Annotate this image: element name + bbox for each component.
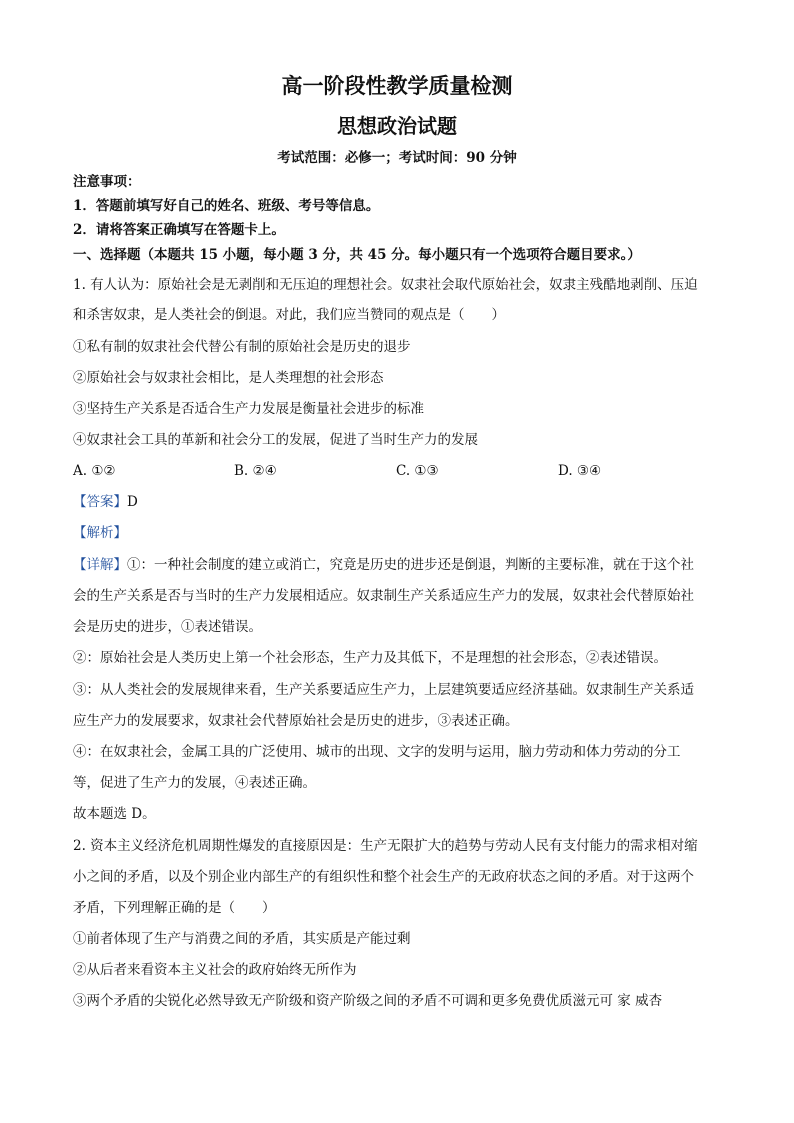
statement: ③两个矛盾的尖锐化必然导致无产阶级和资产阶级之间的矛盾不可调和更多免费优质滋元可 家 威杏 <box>73 993 663 1009</box>
notes-item: 2．请将答案正确填写在答题卡上。 <box>73 222 285 238</box>
explanation-text: ①：一种社会制度的建立或消亡，究竟是历史的进步还是倒退，判断的主要标准，就在于这个社 <box>127 557 694 573</box>
exam-subtitle: 思想政治试题 <box>337 114 457 138</box>
answer-value: D <box>127 494 138 510</box>
answer-label: 【答案】 <box>73 494 127 510</box>
question-stem: 2. 资本主义经济危机周期性爆发的直接原因是：生产无限扩大的趋势与劳动人民有支付能力的需求相对缩 <box>73 838 698 854</box>
option-c: C. ①③ <box>396 463 439 479</box>
option-b: B. ②④ <box>234 463 277 479</box>
notes-item: 1．答题前填写好自己的姓名、班级、考号等信息。 <box>73 198 380 214</box>
statement: ①私有制的奴隶社会代替公有制的原始社会是历史的退步 <box>73 339 411 355</box>
statement: ①前者体现了生产与消费之间的矛盾，其实质是产能过剩 <box>73 931 411 947</box>
question-stem: 小之间的矛盾，以及个别企业内部生产的有组织性和整个社会生产的无政府状态之间的矛盾。对于这两个 <box>73 869 694 885</box>
explanation-line: ③：从人类社会的发展规律来看，生产关系要适应生产力，上层建筑要适应经济基础。奴隶制生产关系适 <box>73 682 694 698</box>
explanation-line: 故本题选 D。 <box>73 806 156 822</box>
statement: ②从后者来看资本主义社会的政府始终无所作为 <box>73 962 357 978</box>
statement: ②原始社会与奴隶社会相比，是人类理想的社会形态 <box>73 370 384 386</box>
question-stem: 1. 有人认为：原始社会是无剥削和无压迫的理想社会。奴隶社会取代原始社会，奴隶主残酷地剥削、压迫 <box>73 277 698 293</box>
analysis-label: 【解析】 <box>73 525 127 541</box>
explanation-line <box>73 555 694 575</box>
question-stem: 和杀害奴隶，是人类社会的倒退。对此，我们应当赞同的观点是（ ） <box>73 307 505 323</box>
question-stem: 矛盾，下列理解正确的是（ ） <box>73 900 276 916</box>
explanation-line: ②：原始社会是人类历史上第一个社会形态，生产力及其低下，不是理想的社会形态，②表述错误。 <box>73 650 667 666</box>
explanation-line: 应生产力的发展要求，奴隶社会代替原始社会是历史的进步，③表述正确。 <box>73 713 519 729</box>
explanation-line: 会的生产关系是否与当时的生产力发展相适应。奴隶制生产关系适应生产力的发展，奴隶社会代替原始社 <box>73 588 694 604</box>
option-a: A. ①② <box>73 463 116 479</box>
answer-line <box>73 492 138 512</box>
detail-label: 【详解】 <box>73 557 127 573</box>
exam-scope: 考试范围：必修一；考试时间：90 分钟 <box>277 150 517 166</box>
statement: ③坚持生产关系是否适合生产力发展是衡量社会进步的标准 <box>73 401 424 417</box>
explanation-line: 等，促进了生产力的发展，④表述正确。 <box>73 775 316 791</box>
explanation-line: ④：在奴隶社会，金属工具的广泛使用、城市的出现、文字的发明与运用，脑力劳动和体力劳动的分工 <box>73 744 681 760</box>
option-d: D. ③④ <box>558 463 602 479</box>
section-heading: 一、选择题（本题共 15 小题，每小题 3 分，共 45 分。每小题只有一个选项符合题目要求。） <box>73 247 641 263</box>
notes-heading: 注意事项： <box>73 174 141 190</box>
explanation-line: 会是历史的进步，①表述错误。 <box>73 619 262 635</box>
exam-title: 高一阶段性教学质量检测 <box>281 74 513 98</box>
statement: ④奴隶社会工具的革新和社会分工的发展，促进了当时生产力的发展 <box>73 432 478 448</box>
